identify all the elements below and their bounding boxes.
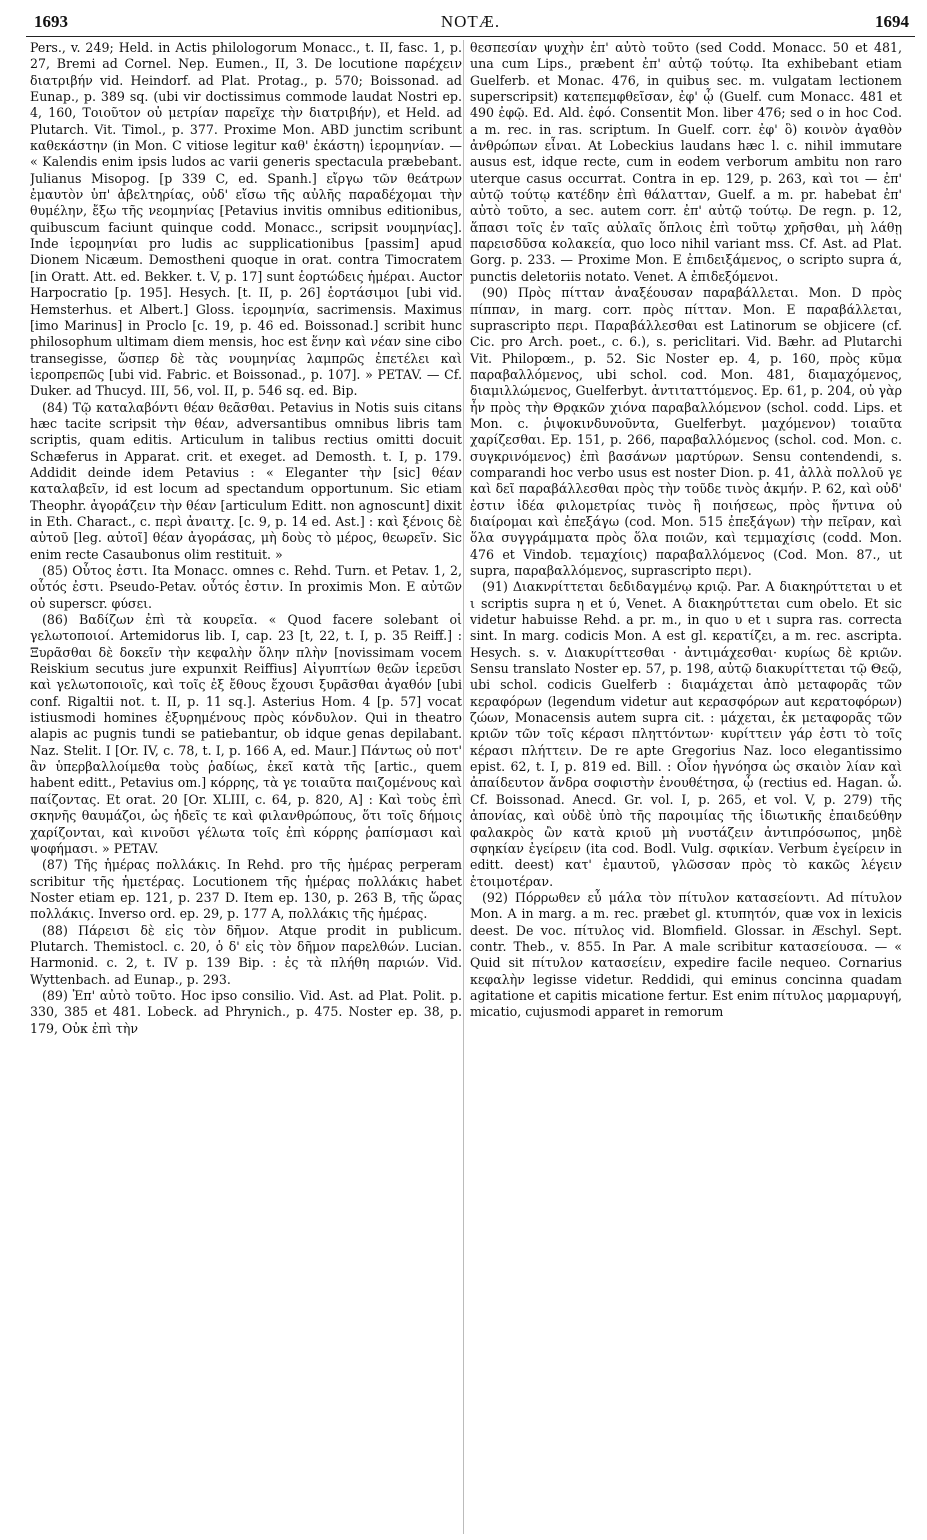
note-88: (88) Πάρεισι δὲ εἰς τὸν δῆμον. Atque prodit in publicum. Plutarch. Themistocl. c. 20, ὁ δ' εἰς τὸν δῆμον παρελθών. Lucian. Harmonid. c. 2, t. IV p. 139 Bip. : ἐς τὰ πλήθη παριών. Vid. Wyttenbach. ad Eunap., p. 293. bbox=[30, 922, 462, 987]
note-86: (86) Βαδίζων ἐπὶ τὰ κουρεῖα. « Quod facere solebant οἱ γελωτοποιοί. Artemidorus lib. I, cap. 23 [t, 22, t. I, p. 35 Reiff.] : Ξυρᾶσθαι δὲ δοκεῖν τὴν κεφαλὴν ὅλην πλὴν [novissimam vocem Reiskium secutus jure expunxit Reiffius] Αἰγυπτίων θεῶν ἱερεῦσι καὶ γελωτοποιοῖς, καὶ τοῖς ἐξ ἔθους ἔχουσι ξυρᾶσθαι ἀγαθόν [ubi conf. Rigaltii not. t. II, p. 11 sq.]. Asterius Hom. 4 [p. 57] vocat istiusmodi homines ἐξυρημένους πρὸς κόνδυλον. Qui in theatro alapis ac pugnis tundi se patiebantur, ob idque genas depilabant. Naz. Stelit. I [Or. IV, c. 78, t. I, p. 166 A, ed. Maur.] Πάντως οὐ ποτ' ἂν ὑπερβαλλοίμεθα τοὺς ῥαδίως, ἐκεῖ κατὰ τῆς [artic., quem habent editt., Petavius om.] κόρρης, τὰ γε τοιαῦτα παιζομένους καὶ παίζοντας. Et orat. 20 [Or. XLIII, c. 64, p. 820, A] : Καὶ τοὺς ἐπὶ σκηνῆς θαυμάζοι, ὡς ἡδεῖς τε καὶ φιλανθρώπους, ὅτι τοῖς δήμοις χαρίζονται, καὶ κινοῦσι γέλωτα τοῖς ἐπὶ κόρρης ῥαπίσμασι καὶ ψοφήμασι. » PETAV. bbox=[30, 612, 462, 856]
running-title: NOTÆ. bbox=[440, 12, 501, 31]
note-87: (87) Τῆς ἡμέρας πολλάκις. In Rehd. pro τῆς ἡμέρας perperam scribitur τῆς ἡμετέρας. Locutionem τῆς ἡμέρας πολλάκις habet Noster etiam ep. 121, p. 237 D. Item ep. 130, p. 263 B, τῆς ὥρας πολλάκις. Inverso ord. ep. 29, p. 177 A, πολλάκις τῆς ἡμέρας. bbox=[30, 857, 462, 922]
page-number-right: 1694 bbox=[875, 12, 909, 31]
column-divider bbox=[463, 40, 464, 1534]
note-85: (85) Οὗτος ἐστι. Ita Monacc. omnes c. Rehd. Turn. et Petav. 1, 2, οὗτός ἐστι. Pseudo-Petav. οὗτός ἐστιν. In proximis Mon. E αὐτῶν οὐ superscr. φύσει. bbox=[30, 563, 462, 611]
note-91: (91) Διακνρίττεται δεδιδαγμένῳ κριῷ. Par. A διακηρύττεται υ et ι scriptis supra η et ύ, Venet. A διακηρύττεται cum obelo. Et sic videtur habuisse Rehd. a pr. m., in quo υ et ι supra ras. correcta sint. In marg. codicis Mon. A est gl. κερατίζει, a m. rec. ascripta. Hesych. s. v. Διακυρίττεσθαι · ἀντιμάχεσθαι· κυρίως δὲ κριῶν. Sensu translato Noster ep. 57, p. 198, αὐτῷ διακυρίττεται τῷ Θεῷ, ubi schol. codicis Guelferb : διαμάχεται ἀπὸ μεταφορᾶς τῶν κεραφόρων (legendum videtur aut κερασφόρων aut κερατοφόρων) ζώων, Monacensis autem supra cit. : μάχεται, ἐκ μεταφορᾶς τῶν κριῶν τῶν τοῖς κέρασι πληττόντων· κυρίττειν γάρ ἐστι τὸ τοῖς κέρασι πλήττειν. De re apte Gregorius Naz. loco elegantissimo epist. 62, t. I, p. 819 ed. Bill. : Οἷον ἡγνόησα ὡς σκαιὸν λίαν καὶ ἀπαίδευτον ἄνδρα σοφιστὴν ἐνουθέτησα, ᾧ (rectius ed. Hagan. ὦ. Cf. Boissonad. Anecd. Gr. vol. I, p. 265, et vol. V, p. 279) τῆς ἀπονίας, καὶ οὐδὲ ὑπὸ τῆς παροιμίας τῆς ἰδιωτικῆς ἐπαιδεύθην φαλακρὸς ὢν κατὰ κριοῦ μὴ νυστάζειν ἀντιπρόσωπος, μηδὲ σφηκίαν ἐγείρειν (ita cod. Bodl. Vulg. σφικίαν. Verbum ἐγείρειν in editt. deest) κατ' ἐμαυτοῦ, γλῶσσαν πρὸς τὸ κακῶς λέγειν ἑτοιμοτέραν. bbox=[470, 579, 902, 889]
right-column bbox=[470, 40, 902, 1534]
running-header bbox=[26, 10, 915, 37]
note-89: (89) Ἐπ' αὐτὸ τοῦτο. Hoc ipso consilio. Vid. Ast. ad Plat. Polit. p. 330, 385 et 481. Lobeck. ad Phrynich., p. 475. Noster ep. 38, p. 179, Οὐκ ἐπὶ τὴν bbox=[30, 987, 462, 1036]
note-92: (92) Πόρρωθεν εὖ μάλα τὸν πίτυλον κατασείοντι. Ad πίτυλον Mon. A in marg. a m. rec. præbet gl. κτυπητόν, quæ vox in lexicis deest. De voc. πίτυλος vid. Blomfield. Glossar. in Æschyl. Sept. contr. Theb., v. 855. In Par. A male scribitur κατασείουσα. — « Quid sit πίτυλον κατασείειν, expedire facile nequeo. Cornarius κεφαλὴν legisse videtur. Reddidi, qui eminus concinna quadam agitatione et capitis micatione fertur. Est enim πίτυλος μαρμαρυγή, micatio, cujusmodi apparet in remorum bbox=[470, 889, 902, 1020]
left-column bbox=[30, 40, 462, 1534]
note-90: (90) Πρὸς πίτταν ἀναξέουσαν παραβάλλεται. Mon. D πρὸς πίππαν, in marg. corr. πρὸς πίτταν. Mon. E παραβάλλεται, suprascripto περι. Παραβάλλεσθαι est Latinorum se objicere (cf. Cic. pro Arch. poet., c. 6.), s. periclitari. Vid. Bæhr. ad Plutarchi Vit. Philopœm., p. 52. Sic Noster ep. 4, p. 160, πρὸς κῦμα παραβαλλόμενος, ubi schol. cod. Mon. 481, διαμαχόμενος, διαμιλλώμενος, Guelferbyt. ἀντιταττόμενος. Ep. 61, p. 204, οὐ γὰρ ἦν πρὸς τὴν Θρᾳκῶν χιόνα παραβαλλόμενον (schol. codd. Lips. et Mon. c. ῥιψοκινδυνοῦντα, Guelferbyt. μαχόμενον) τοιαῦτα χαρίζεσθαι. Ep. 151, p. 266, παραβαλλόμενος (schol. cod. Mon. c. συγκρινόμενος) ἐπὶ βασάνων μαρτύρων. Sensu contendendi, s. comparandi hoc verbo usus est noster Dion. p. 41, ἀλλὰ πολλοῦ γε καὶ δεῖ παραβάλλεσθαι πρὸς τὴν τοῦδε τινὸς ἀκμήν. P. 62, καὶ οὐδ' ἐστιν ἰδέα φιλομετρίας τινὸς ἢ ποιήσεως, πρὸς ἥντινα οὐ διαίρομαι καὶ ἐπεξάγω (cod. Mon. 515 ἐπεξάγων) τὴν πεῖραν, καὶ ὅλα συγγράμματα πρὸς ὅλα ποιῶν, καὶ τεμμαχίσις (codd. Mon. 476 et Vindob. τεμαχίοις) παραβαλλόμενος (Cod. Mon. 87., ut supra, παραβαλλόμενος, suprascripto περι). bbox=[470, 285, 902, 578]
note-paragraph-continuation: Pers., v. 249; Held. in Actis philologorum Monacc., t. II, fasc. 1, p. 27, Bremi ad Cornel. Nep. Eumen., II, 3. De locutione παρέχειν διατριβήν vid. Heindorf. ad Plat. Protag., p. 570; Boissonad. ad Eunap., p. 389 sq. (ubi vir doctissimus commode laudat Nostri ep. 4, 160, Τοιοῦτον οὐ μετρίαν παρεῖχε τὴν διατριβήν), et Held. ad Plutarch. Vit. Timol., p. 377. Proxime Mon. ABD junctim scribunt καθεκάστην (in Mon. C vitiose legitur καθ' ἑκάστη) ἱερομηνίαν. — « Kalendis enim ipsis ludos ac varii generis spectacula præbebant. Julianus Misopog. [p 339 C, ed. Spanh.] εἴργω τῶν θεάτρων ἐμαυτὸν ὑπ' ἀβελτηρίας, οὐδ' εἴσω τῆς αὐλῆς παραδέχομαι τὴν θυμέλην, ἔξω τῆς νεομηνίας [Petavius invitis omnibus editionibus, quibuscum faciunt quinque codd. Monacc., scripsit νουμηνίας]. Inde ἱερομηνίαι pro ludis ac supplicationibus [passim] apud Dionem Nicæum. Demostheni quoque in orat. contra Timocratem [in Oratt. Att. ed. Bekker. t. V, p. 17] sunt ἑορτώδεις ἡμέραι. Auctor Harpocratio [p. 195]. Hesych. [t. II, p. 26] ἑορτάσιμοι [ubi vid. Hemsterhus. et Albert.] Gloss. ἱερομηνία, sacrimensis. Maximus [imo Marinus] in Proclo [c. 19, p. 46 ed. Boissonad.] scribit hunc philosophum ultimam diem mensis, hoc est ἕνην καὶ νέαν sine cibo transegisse, ὥσπερ δὲ τὰς νουμηνίας λαμπρῶς ἐπετέλει καὶ ἱεροπρεπῶς [ubi vid. Fabric. et Boissonad., p. 107]. » PETAV. — Cf. Duker. ad Thucyd. III, 56, vol. II, p. 546 sq. ed. Bip. bbox=[30, 40, 462, 399]
note-89-continuation: θεσπεσίαν ψυχὴν ἐπ' αὐτὸ τοῦτο (sed Codd. Monacc. 50 et 481, una cum Lips., præbent ἐπ' αὐτῷ τούτῳ. Ita exhibebant etiam Guelferb. et Monac. 476, in quibus sec. m. vulgatam lectionem superscripsit) κατεπεμφθεῖσαν, ἐφ' ᾧ (Guelf. cum Monacc. 481 et 490 ἐφῷ. Ed. Ald. ἐφό. Consentit Mon. liber 476; sed o in hoc Cod. a m. rec. in ras. scriptum. In Guelf. corr. ἐφ' ὃ) κοινὸν ἀγαθὸν ἀνθρώπων εἶναι. At Lobeckius laudans hæc l. c. nihil immutare ausus est, idque recte, cum in eodem verborum ambitu non raro uterque casus occurrat. Contra in ep. 129, p. 263, καὶ τοι — ἐπ' αὐτῷ τούτῳ κατέδην ἐπὶ θάλατταν, Guelf. a m. pr. habebat ἐπ' αὐτὸ τοῦτο, a sec. autem corr. ἐπ' αὐτῷ τούτῳ. De regn. p. 12, ἅπασι τοῖς ἐν ταῖς αὐλαῖς ὅπλοις ἐπὶ τοῦτῳ χρῆσθαι, μὴ λάθῃ παρεισδῦσα κολακεία, quo loco nihil variant mss. Cf. Ast. ad Plat. Gorg. p. 233. — Proxime Mon. E ἐπιδειξάμενος, o scripto supra ά, punctis deletoriis notato. Venet. A ἐπιδεξόμενοι. bbox=[470, 40, 902, 284]
page-number-left: 1693 bbox=[34, 12, 68, 31]
note-84: (84) Τῷ καταλαβόντι θέαν θεᾶσθαι. Petavius in Notis suis citans hæc tacite scripsit τὴν θέαν, adversantibus omnibus libris tam scriptis, quam editis. Articulum in talibus rectius omitti docuit Schæferus in Apparat. crit. et exeget. ad Demosth. t. I, p. 179. Addidit deinde idem Petavius : « Eleganter τὴν [sic] θέαν καταλαβεῖν, id est locum ad spectandum opportunum. Sic etiam Theophr. ἀγοράζειν τὴν θέαν [articulum Editt. non agnoscunt] dixit in Eth. Charact., c. περὶ ἀναιτχ. [c. 9, p. 14 ed. Ast.] : καὶ ξένοις δὲ αὐτοῦ [leg. αὐτοῖ] θέαν ἀγοράσας, μὴ δοὺς τὸ μέρος, θεωρεῖν. Sic enim recte Casaubonus olim restituit. » bbox=[30, 399, 462, 562]
